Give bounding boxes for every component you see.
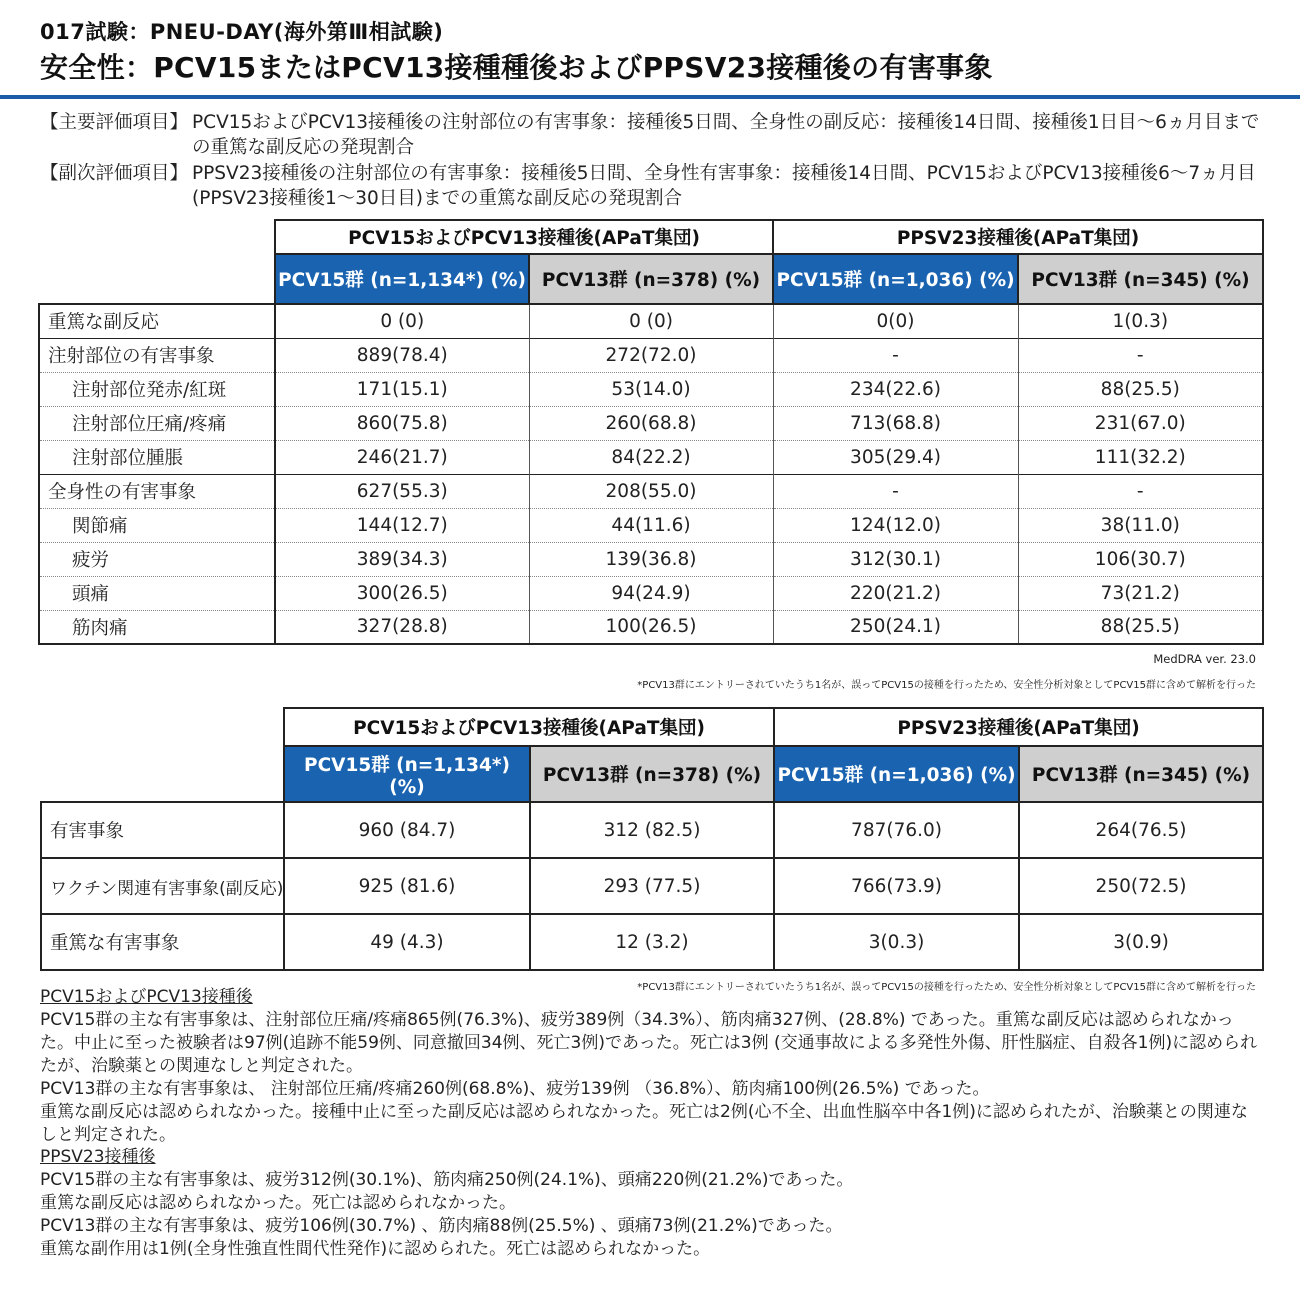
cell: 272(72.0) (529, 338, 773, 372)
cell: 73(21.2) (1018, 576, 1263, 610)
cell: 231(67.0) (1018, 406, 1263, 440)
cell: 139(36.8) (529, 542, 773, 576)
cell: 100(26.5) (529, 610, 773, 644)
table-row (41, 802, 1263, 858)
table-row (39, 338, 1263, 372)
summary-pcv (40, 986, 1260, 1147)
table-row (39, 304, 1263, 338)
row-label: 有害事象 (41, 802, 284, 858)
summary-paragraph: 重篤な副反応は認められなかった。接種中止に至った副反応は認められなかった。死亡は2例(心不全、出血性脳卒中各1例)に認められたが、治験薬との関連なしと判定された。 (40, 1102, 1248, 1145)
summary-paragraph: PCV13群の主な有害事象は、疲労106例(30.7%) 、筋肉痛88例(25.5%) 、頭痛73例(21.2%)であった。 (40, 1216, 843, 1236)
row-label: 全身性の有害事象 (39, 474, 275, 508)
cell: 766(73.9) (774, 858, 1019, 914)
table1-footnote: *PCV13群にエントリーされていたうち1名が、誤ってPCV15の接種を行ったため、安全性分析対象としてPCV15群に含めて解析を行った (637, 680, 1256, 691)
table2-footnote: *PCV13群にエントリーされていたうち1名が、誤ってPCV15の接種を行ったため、安全性分析対象としてPCV15群に含めて解析を行った (637, 982, 1256, 993)
cell: 94(24.9) (529, 576, 773, 610)
row-label: 注射部位圧痛/疼痛 (39, 406, 275, 440)
row-label: 頭痛 (39, 576, 275, 610)
summary-paragraph: 重篤な副反応は認められなかった。死亡は認められなかった。 (40, 1193, 516, 1213)
table-row (39, 474, 1263, 508)
cell: 124(12.0) (773, 508, 1018, 542)
group-header-ppsv23: PPSV23接種後(APaT集団) (774, 708, 1263, 746)
table-row (39, 406, 1263, 440)
cell: 389(34.3) (275, 542, 529, 576)
row-label: 重篤な副反応 (39, 304, 275, 338)
group-header-pcv: PCV15およびPCV13接種後(APaT集団) (284, 708, 774, 746)
primary-endpoint-text: PCV15およびPCV13接種後の注射部位の有害事象：接種後5日間、全身性の副反応：接種後14日間、接種後1日目～6ヵ月目までの重篤な副反応の発現割合 (192, 112, 1260, 158)
summary-ppsv23 (40, 1146, 1260, 1261)
table-row (39, 508, 1263, 542)
cell: 44(11.6) (529, 508, 773, 542)
column-header-pcv13: PCV13群 (n=378) (%) (529, 254, 773, 304)
overall-ae-table (40, 707, 1264, 971)
cell: 171(15.1) (275, 372, 529, 406)
summary-paragraph: 重篤な副作用は1例(全身性強直性間代性発作)に認められた。死亡は認められなかった。 (40, 1239, 711, 1259)
cell: 84(22.2) (529, 440, 773, 474)
table-row (39, 372, 1263, 406)
summary-heading-ppsv23: PPSV23接種後 (40, 1147, 156, 1167)
cell: 3(0.9) (1019, 914, 1263, 970)
table-row (39, 440, 1263, 474)
cell: 305(29.4) (773, 440, 1018, 474)
summary-paragraph: PCV15群の主な有害事象は、疲労312例(30.1%)、筋肉痛250例(24.1%)、頭痛220例(21.2%)であった。 (40, 1170, 854, 1190)
cell: 1(0.3) (1018, 304, 1263, 338)
cell: 12 (3.2) (530, 914, 774, 970)
meddra-version: MedDRA ver. 23.0 (1153, 652, 1256, 666)
summary-heading-pcv: PCV15およびPCV13接種後 (40, 987, 253, 1007)
table-row (41, 858, 1263, 914)
column-header-pcv15: PCV15群 (n=1,134*) (%) (284, 746, 530, 802)
slide-subtitle: 017試験：PNEU-DAY(海外第Ⅲ相試験) (40, 20, 444, 44)
cell: 0 (0) (275, 304, 529, 338)
cell: 208(55.0) (529, 474, 773, 508)
row-label: 疲労 (39, 542, 275, 576)
cell: - (773, 474, 1018, 508)
row-label: 注射部位発赤/紅斑 (39, 372, 275, 406)
cell: 925 (81.6) (284, 858, 530, 914)
cell: 860(75.8) (275, 406, 529, 440)
cell: 88(25.5) (1018, 372, 1263, 406)
primary-endpoint-label: 【主要評価項目】 (40, 112, 189, 133)
cell: 3(0.3) (774, 914, 1019, 970)
slide-title: 安全性：PCV15またはPCV13接種種後およびPPSV23接種後の有害事象 (40, 51, 993, 84)
cell: 293 (77.5) (530, 858, 774, 914)
cell: 327(28.8) (275, 610, 529, 644)
cell: 960 (84.7) (284, 802, 530, 858)
row-label: 関節痛 (39, 508, 275, 542)
column-header-pcv15: PCV15群 (n=1,134*) (%) (275, 254, 529, 304)
cell: 260(68.8) (529, 406, 773, 440)
cell: 300(26.5) (275, 576, 529, 610)
cell: 0(0) (773, 304, 1018, 338)
cell: 144(12.7) (275, 508, 529, 542)
cell: 234(22.6) (773, 372, 1018, 406)
table-row (39, 576, 1263, 610)
row-label: 注射部位の有害事象 (39, 338, 275, 372)
cell: 106(30.7) (1018, 542, 1263, 576)
row-label: 重篤な有害事象 (41, 914, 284, 970)
cell: 88(25.5) (1018, 610, 1263, 644)
row-label: 筋肉痛 (39, 610, 275, 644)
secondary-endpoint-label: 【副次評価項目】 (40, 163, 189, 184)
cell: 264(76.5) (1019, 802, 1263, 858)
cell: 312(30.1) (773, 542, 1018, 576)
table-row (39, 610, 1263, 644)
cell: 49 (4.3) (284, 914, 530, 970)
group-header-ppsv23: PPSV23接種後(APaT集団) (773, 220, 1263, 254)
cell: 787(76.0) (774, 802, 1019, 858)
group-header-pcv: PCV15およびPCV13接種後(APaT集団) (275, 220, 773, 254)
cell: 111(32.2) (1018, 440, 1263, 474)
cell: 312 (82.5) (530, 802, 774, 858)
row-label: 注射部位腫脹 (39, 440, 275, 474)
cell: 250(24.1) (773, 610, 1018, 644)
secondary-endpoint-text: PPSV23接種後の注射部位の有害事象：接種後5日間、全身性有害事象：接種後14日間、PCV15およびPCV13接種後6～7ヵ月目(PPSV23接種後1～30日目)までの重篤な副反応の発現割合 (192, 163, 1256, 209)
column-header-pcv15-ppsv23: PCV15群 (n=1,036) (%) (773, 254, 1018, 304)
cell: 38(11.0) (1018, 508, 1263, 542)
title-divider (0, 95, 1300, 99)
column-header-pcv13-ppsv23: PCV13群 (n=345) (%) (1019, 746, 1263, 802)
injection-systemic-ae-table (38, 219, 1264, 645)
cell: 713(68.8) (773, 406, 1018, 440)
column-header-pcv13: PCV13群 (n=378) (%) (530, 746, 774, 802)
cell: 220(21.2) (773, 576, 1018, 610)
cell: - (1018, 338, 1263, 372)
secondary-endpoint (40, 161, 1270, 211)
cell: 246(21.7) (275, 440, 529, 474)
primary-endpoint (40, 110, 1270, 160)
cell: 0 (0) (529, 304, 773, 338)
cell: 53(14.0) (529, 372, 773, 406)
column-header-pcv15-ppsv23: PCV15群 (n=1,036) (%) (774, 746, 1019, 802)
row-label: ワクチン関連有害事象(副反応) (41, 858, 284, 914)
cell: 250(72.5) (1019, 858, 1263, 914)
summary-paragraph: PCV13群の主な有害事象は、 注射部位圧痛/疼痛260例(68.8%)、疲労139例 （36.8%）、筋肉痛100例(26.5%) であった。 (40, 1079, 990, 1099)
summary-paragraph: PCV15群の主な有害事象は、注射部位圧痛/疼痛865例(76.3%)、疲労389例（34.3%）、筋肉痛327例、(28.8%) であった。重篤な副反応は認められなかった。中止に至った被験者は97例(追跡不能59例、同意撤回34例、死亡3例)であった。死亡は3例 (交通事故による多発性外傷、肝性脳症、自殺各1例)に認められたが、治験薬との関連なしと判定された。 (40, 1010, 1258, 1076)
cell: - (1018, 474, 1263, 508)
column-header-pcv13-ppsv23: PCV13群 (n=345) (%) (1018, 254, 1263, 304)
table-row (39, 542, 1263, 576)
cell: - (773, 338, 1018, 372)
table-row (41, 914, 1263, 970)
cell: 627(55.3) (275, 474, 529, 508)
cell: 889(78.4) (275, 338, 529, 372)
